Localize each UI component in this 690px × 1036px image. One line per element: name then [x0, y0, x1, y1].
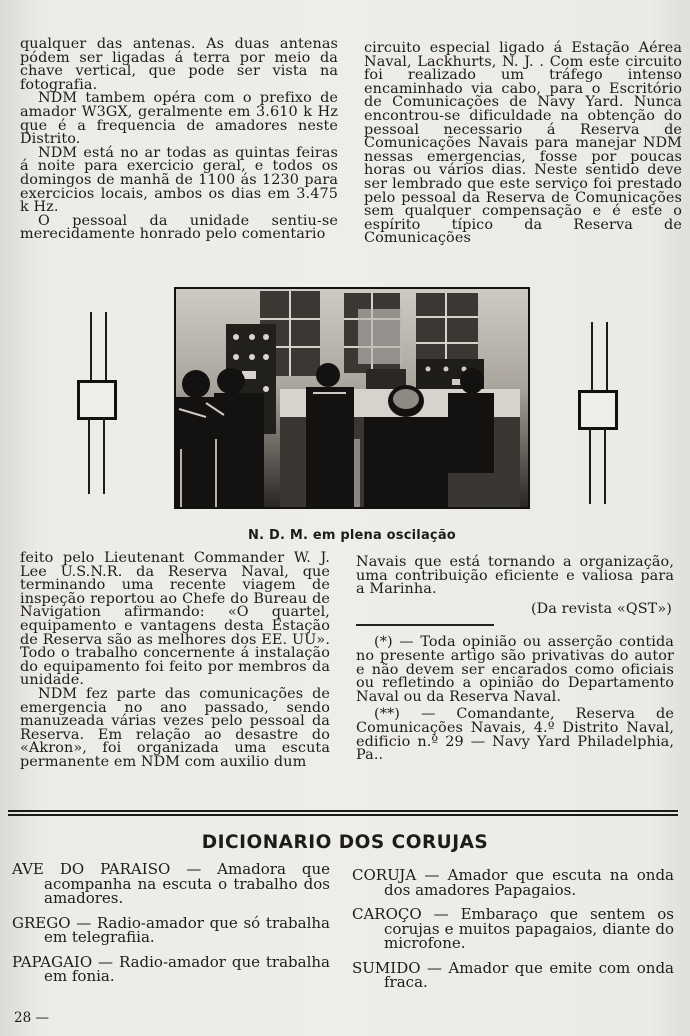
article-column-top-left	[20, 38, 338, 242]
page-number: 28 —	[14, 1010, 49, 1026]
paragraph: feito pelo Lieutenant Commander W. J. Lee U.S.N.R. da Reserva Naval, que terminando uma recente viagem de inspeção reportou ao Chefe do Bureau de Navigation afirmando: «O quartel, equipamento e vantagens desta Estação de Reserva são as melhores dos EE. UU». Todo o trabalho concernente á instalação do equipamento foi feito por membros da unidade.	[20, 550, 330, 689]
antenna-switch-icon	[75, 312, 125, 502]
paragraph: NDM tambem opéra com o prefixo de amador W3GX, geralmente em 3.610 k Hz que é a frequencia de amadores neste Distrito.	[20, 90, 338, 148]
paragraph: NDM fez parte das comunicações de emergencia no ano passado, sendo manuzeada várias vezes pelo pessoal da Reserva. Em relação ao desastre do «Akron», foi organizada uma escuta permanente em NDM com auxilio dum	[20, 685, 330, 770]
dictionary-entry: GREGO — Radio-amador que só trabalha em telegrafiia.	[12, 913, 330, 946]
footnote-divider	[356, 624, 494, 626]
article-column-bottom-left	[20, 552, 330, 770]
paragraph: qualquer das antenas. As duas antenas pódem ser ligadas á terra por meio da chave vertical, que pode ser vista na fotografia.	[20, 36, 338, 93]
dictionary-column-left	[12, 862, 330, 994]
paragraph: O pessoal da unidade sentiu-se merecidamente honrado pelo comentario	[20, 212, 338, 243]
photo-caption: N. D. M. em plena oscilação	[248, 528, 456, 543]
source-credit: (Da revista «QST»)	[530, 600, 672, 617]
paragraph: NDM está no ar todas as quintas feiras á noite para exercicio geral, e todos os domingos de manhã de 1100 ás 1230 para exercicios locais, ambos os dias em 3.475 k Hz.	[20, 144, 338, 216]
section-divider	[8, 810, 678, 818]
dictionary-title: DICIONARIO DOS CORUJAS	[201, 832, 489, 853]
antenna-switch-icon	[576, 322, 626, 512]
footnote: (**) — Comandante, Reserva de Comunicações Navais, 4.º Distrito Naval, edificio n.º 29 — Navy Yard Philadelphia, Pa..	[356, 706, 674, 764]
article-column-bottom-right	[356, 556, 674, 763]
dictionary-entry: AVE DO PARAISO — Amadora que acompanha na escuta o trabalho dos amadores.	[12, 860, 330, 907]
radio-room-image	[176, 289, 528, 507]
dictionary-column-right	[352, 868, 674, 1000]
station-photo	[174, 287, 530, 509]
dictionary-entry: CAROÇO — Embaraço que sentem os corujas e muitos papagaios, diante do microfone.	[352, 905, 674, 952]
dictionary-entry: PAPAGAIO — Radio-amador que trabalha em fonia.	[12, 952, 330, 985]
article-column-top-right	[364, 42, 682, 246]
paragraph: circuito especial ligado á Estação Aérea Naval, Lackhurts, N. J. . Com este circuito foi realizado um tráfego intenso encaminhado via cabo, para o Escritório de Comunicações de Navy Yard. Nunca encontrou-se dificuldade na obtenção do pessoal necessario á Reserva de Comunicações Navais para manejar NDM nessas emergencias, fosse por poucas horas ou vários dias. Neste sentido deve ser lembrado que este serviço foi prestado pelo pessoal da Reserva de Comunicações sem qualquer compensação e é este o espírito típico da Reserva de Comunicações	[364, 40, 682, 247]
dictionary-entry: CORUJA — Amador que escuta na onda dos amadores Papagaios.	[352, 866, 674, 899]
paragraph: Navais que está tornando a organização, uma contribuição eficiente e valiosa para a Marinha.	[356, 554, 674, 598]
footnote: (*) — Toda opinião ou asserção contida no presente artigo são privativas do autor e não devem ser encarados como oficiais ou refletindo a opinião do Departamento Naval ou da Reserva Naval.	[356, 634, 674, 705]
dictionary-entry: SUMIDO — Amador que emite com onda fraca.	[352, 958, 674, 991]
